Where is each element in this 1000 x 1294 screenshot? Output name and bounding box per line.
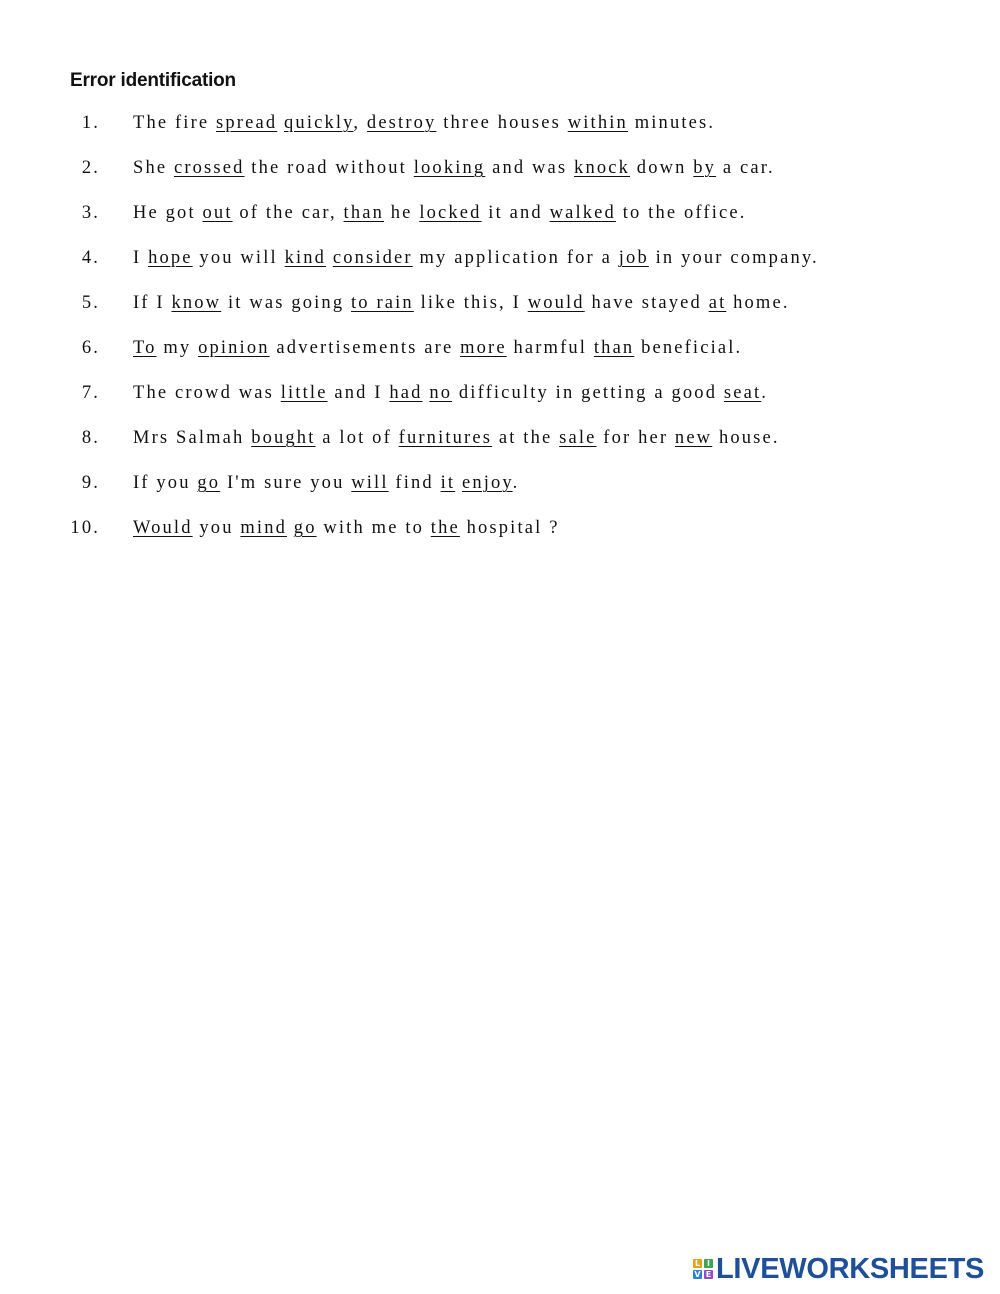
underlined-option[interactable]: job: [618, 248, 649, 268]
underlined-option[interactable]: new: [674, 428, 713, 448]
underlined-option[interactable]: seat: [723, 383, 762, 403]
underlined-option[interactable]: spread: [216, 113, 278, 133]
underlined-option[interactable]: opinion: [198, 338, 270, 358]
underlined-option[interactable]: know: [171, 293, 222, 313]
underlined-option[interactable]: more: [460, 338, 507, 358]
sentence-fragment: ,: [353, 113, 367, 133]
sentence-fragment: it and: [481, 203, 550, 223]
sentence-item: [0, 155, 1000, 200]
sentence-fragment: and was: [485, 158, 575, 178]
sentence-text: [133, 470, 519, 496]
underlined-option[interactable]: go: [197, 473, 221, 493]
item-number: 1.: [81, 113, 100, 133]
sentence-item: [0, 335, 1000, 380]
sentence-text: [133, 515, 560, 541]
underlined-option[interactable]: furnitures: [398, 428, 493, 448]
sentence-fragment: you: [192, 518, 241, 538]
item-number: 10.: [70, 518, 100, 538]
underlined-option[interactable]: to rain: [351, 293, 414, 313]
sentence-fragment: If I: [133, 293, 172, 313]
underlined-option[interactable]: within: [567, 113, 628, 133]
sentence-fragment: She: [133, 158, 174, 178]
sentence-fragment: you will: [192, 248, 285, 268]
item-number: 5.: [81, 293, 100, 313]
sentence-fragment: in your company.: [648, 248, 819, 268]
sentence-fragment: The fire: [133, 113, 217, 133]
item-number: 4.: [81, 248, 100, 268]
sentence-text: [133, 425, 780, 451]
sentence-item: [0, 200, 1000, 245]
underlined-option[interactable]: quickly: [284, 113, 354, 133]
underlined-option[interactable]: the: [430, 518, 460, 538]
sentence-fragment: .: [761, 383, 769, 403]
underlined-option[interactable]: would: [527, 293, 585, 313]
underlined-option[interactable]: no: [429, 383, 453, 403]
liveworksheets-logo[interactable]: [693, 1253, 984, 1285]
item-number: 2.: [81, 158, 100, 178]
logo-mark-square: L: [694, 1259, 701, 1268]
sentence-fragment: He got: [133, 203, 203, 223]
underlined-option[interactable]: looking: [413, 158, 486, 178]
underlined-option[interactable]: knock: [574, 158, 631, 178]
underlined-option[interactable]: locked: [419, 203, 482, 223]
sentence-text: [133, 290, 790, 316]
sentence-fragment: my: [156, 338, 199, 358]
sentence-fragment: The crowd was: [133, 383, 281, 403]
underlined-option[interactable]: by: [693, 158, 717, 178]
underlined-option[interactable]: than: [343, 203, 384, 223]
underlined-option[interactable]: crossed: [173, 158, 245, 178]
sentence-fragment: he: [384, 203, 420, 223]
sentence-fragment: difficulty in getting a good: [452, 383, 724, 403]
sentence-item: [0, 110, 1000, 155]
logo-text: LIVEWORKSHEETS: [716, 1252, 985, 1285]
underlined-option[interactable]: out: [202, 203, 233, 223]
sentence-fragment: like this, I: [413, 293, 528, 313]
underlined-option[interactable]: it: [440, 473, 456, 493]
underlined-option[interactable]: kind: [284, 248, 327, 268]
sentence-fragment: a car.: [716, 158, 775, 178]
sentence-fragment: house.: [712, 428, 780, 448]
underlined-option[interactable]: at: [708, 293, 727, 313]
sentence-fragment: home.: [726, 293, 790, 313]
sentence-fragment: at the: [492, 428, 560, 448]
underlined-option[interactable]: had: [389, 383, 423, 403]
sentence-fragment: minutes.: [627, 113, 716, 133]
sentence-fragment: .: [512, 473, 520, 493]
sentence-text: [133, 380, 768, 406]
logo-mark-square: V: [694, 1270, 701, 1279]
sentence-fragment: [326, 248, 333, 268]
sentence-item: [0, 425, 1000, 470]
item-number: 8.: [81, 428, 100, 448]
sentence-fragment: for her: [596, 428, 675, 448]
logo-mark-square: I: [704, 1259, 713, 1268]
underlined-option[interactable]: Would: [133, 518, 193, 538]
underlined-option[interactable]: enjoy: [461, 473, 513, 493]
underlined-option[interactable]: than: [593, 338, 635, 358]
sentence-fragment: down: [630, 158, 694, 178]
sentence-item: [0, 515, 1000, 560]
item-number: 9.: [81, 473, 100, 493]
sentence-fragment: [455, 473, 462, 493]
sentence-fragment: [287, 518, 294, 538]
underlined-option[interactable]: sale: [559, 428, 597, 448]
sentence-fragment: the road without: [244, 158, 414, 178]
sentence-fragment: Mrs Salmah: [133, 428, 252, 448]
sentence-fragment: beneficial.: [634, 338, 743, 358]
page-title: Error identification: [70, 70, 236, 91]
sentence-text: [133, 155, 775, 181]
sentence-text: [133, 110, 715, 136]
underlined-option[interactable]: go: [293, 518, 317, 538]
sentence-fragment: to the office.: [615, 203, 747, 223]
underlined-option[interactable]: hope: [148, 248, 193, 268]
item-number: 6.: [81, 338, 100, 358]
sentence-fragment: find: [388, 473, 441, 493]
underlined-option[interactable]: walked: [549, 203, 616, 223]
sentence-fragment: I: [133, 248, 149, 268]
sentence-list: [0, 110, 1000, 560]
underlined-option[interactable]: little: [280, 383, 328, 403]
sentence-text: [133, 245, 819, 271]
sentence-fragment: If you: [133, 473, 198, 493]
sentence-fragment: and I: [327, 383, 390, 403]
sentence-fragment: harmful: [506, 338, 594, 358]
underlined-option[interactable]: bought: [251, 428, 316, 448]
sentence-fragment: three houses: [436, 113, 568, 133]
underlined-option[interactable]: will: [351, 473, 389, 493]
underlined-option[interactable]: consider: [332, 248, 413, 268]
logo-mark-square: E: [705, 1270, 712, 1279]
underlined-option[interactable]: To: [133, 338, 157, 358]
sentence-item: [0, 380, 1000, 425]
sentence-fragment: hospital ?: [459, 518, 560, 538]
sentence-fragment: my application for a: [412, 248, 619, 268]
item-number: 3.: [81, 203, 100, 223]
sentence-item: [0, 290, 1000, 335]
sentence-text: [133, 335, 742, 361]
sentence-item: [0, 245, 1000, 290]
item-number: 7.: [81, 383, 100, 403]
sentence-item: [0, 470, 1000, 515]
sentence-fragment: it was going: [221, 293, 351, 313]
sentence-fragment: have stayed: [584, 293, 709, 313]
sentence-fragment: with me to: [316, 518, 431, 538]
sentence-fragment: of the car,: [232, 203, 344, 223]
sentence-fragment: advertisements are: [269, 338, 461, 358]
liveworksheets-logo-icon: [693, 1259, 713, 1279]
sentence-fragment: [277, 113, 284, 133]
underlined-option[interactable]: destroy: [366, 113, 437, 133]
sentence-fragment: I'm sure you: [220, 473, 352, 493]
underlined-option[interactable]: mind: [240, 518, 288, 538]
sentence-text: [133, 200, 746, 226]
sentence-fragment: a lot of: [315, 428, 399, 448]
